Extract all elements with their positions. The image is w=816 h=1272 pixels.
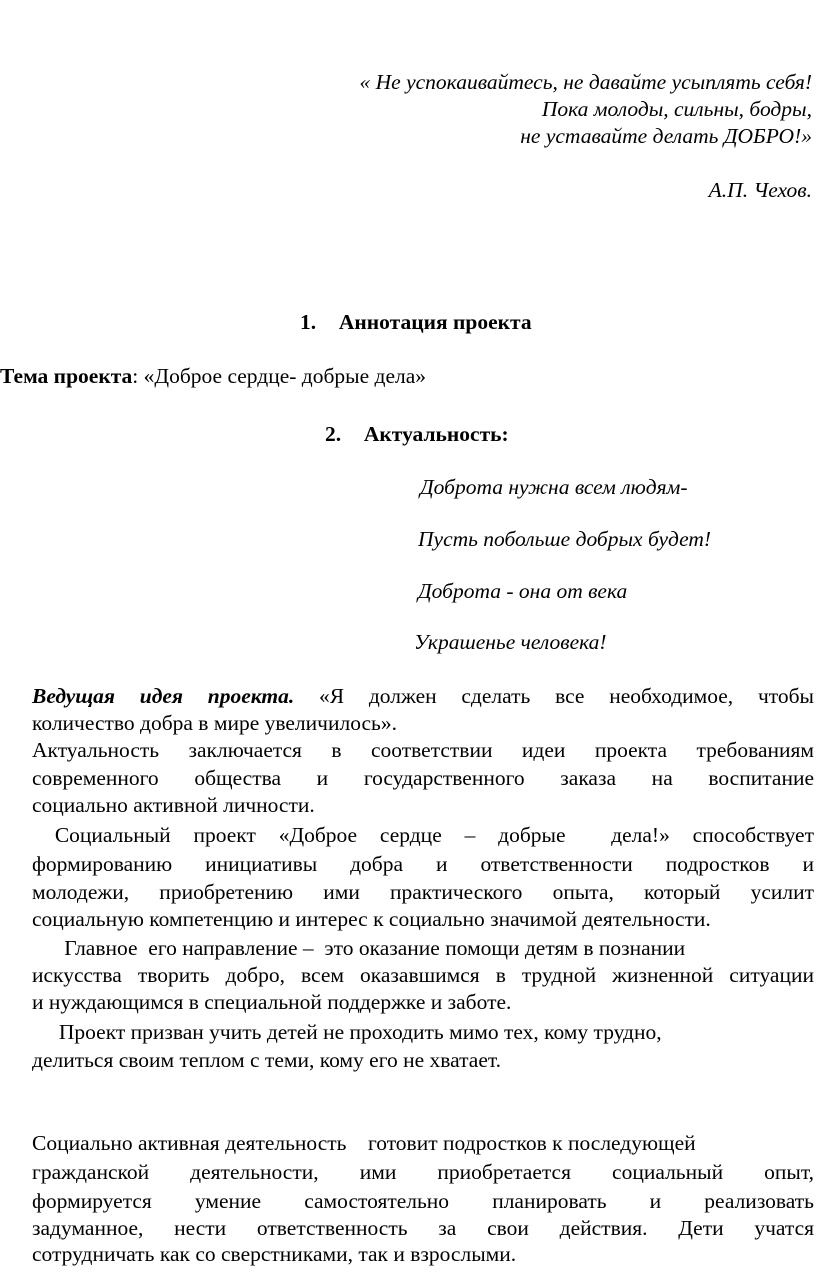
p3-line-1: Главное его направление – это оказание помощи детям в познании xyxy=(32,936,686,960)
p4-line-2: делиться своим теплом с теми, кому его не хватает. xyxy=(32,1048,502,1072)
epigraph-line-3: не уставайте делать ДОБРО!» xyxy=(520,124,812,148)
p1-line-2: современного общества и государственного заказа на воспитание xyxy=(32,766,814,790)
p3-line-3: и нуждающимся в специальной поддержке и заботе. xyxy=(32,990,512,1014)
p5-line-1: Социально активная деятельность готовит подростков к последующей xyxy=(32,1131,696,1155)
idea-lead: Ведущая идея проекта. xyxy=(32,684,295,708)
p2-line-1: Социальный проект «Доброе сердце – добрые дела!» способствует xyxy=(32,823,814,847)
p1-line-3: социально активной личности. xyxy=(32,793,315,817)
epigraph-author: А.П. Чехов. xyxy=(708,178,812,202)
poem-line-3: Доброта - она от века xyxy=(418,579,628,603)
idea-text: «Я должен сделать все необходимое, чтобы xyxy=(294,684,814,708)
poem-line-2: Пусть побольше добрых будет! xyxy=(418,527,712,551)
p2-line-3: молодежи, приобретению ими практического опыта, который усилит xyxy=(32,880,814,904)
topic-label: Тема проекта xyxy=(0,364,133,388)
idea-line-1 xyxy=(32,684,814,709)
p5-line-5: сотрудничать как со сверстниками, так и взрослыми. xyxy=(32,1242,517,1266)
project-topic xyxy=(0,364,426,389)
p5-line-4: задуманное, нести ответственность за свои действия. Дети учатся xyxy=(32,1216,814,1240)
p1-line-1: Актуальность заключается в соответствии идеи проекта требованиям xyxy=(32,738,814,762)
p3-line-2: искусства творить добро, всем оказавшимся в трудной жизненной ситуации xyxy=(32,963,814,987)
epigraph-line-1: « Не успокаивайтесь, не давайте усыплять себя! xyxy=(359,70,812,94)
p5-line-2: гражданской деятельности, ими приобретается социальный опыт, xyxy=(32,1160,814,1184)
topic-separator: : xyxy=(132,364,144,388)
section-2-heading xyxy=(325,422,509,447)
idea-line-2: количество добра в мире увеличилось». xyxy=(32,711,397,735)
p4-line-1: Проект призван учить детей не проходить мимо тех, кому трудно, xyxy=(32,1020,662,1044)
poem-line-4: Украшенье человека! xyxy=(414,630,607,654)
section-2-number: 2. xyxy=(325,422,342,446)
topic-value: «Доброе сердце- добрые дела» xyxy=(143,364,427,388)
p2-line-2: формированию инициативы добра и ответственности подростков и xyxy=(32,852,814,876)
section-1-heading xyxy=(300,310,532,335)
section-2-title: Актуальность: xyxy=(363,422,509,446)
epigraph-line-2: Пока молоды, сильны, бодры, xyxy=(541,97,812,121)
p2-line-4: социальную компетенцию и интерес к социально значимой деятельности. xyxy=(32,907,711,931)
section-1-number: 1. xyxy=(300,310,317,334)
section-1-title: Аннотация проекта xyxy=(338,310,532,334)
poem-line-1: Доброта нужна всем людям- xyxy=(420,475,688,499)
p5-line-3: формируется умение самостоятельно планировать и реализовать xyxy=(32,1189,814,1213)
